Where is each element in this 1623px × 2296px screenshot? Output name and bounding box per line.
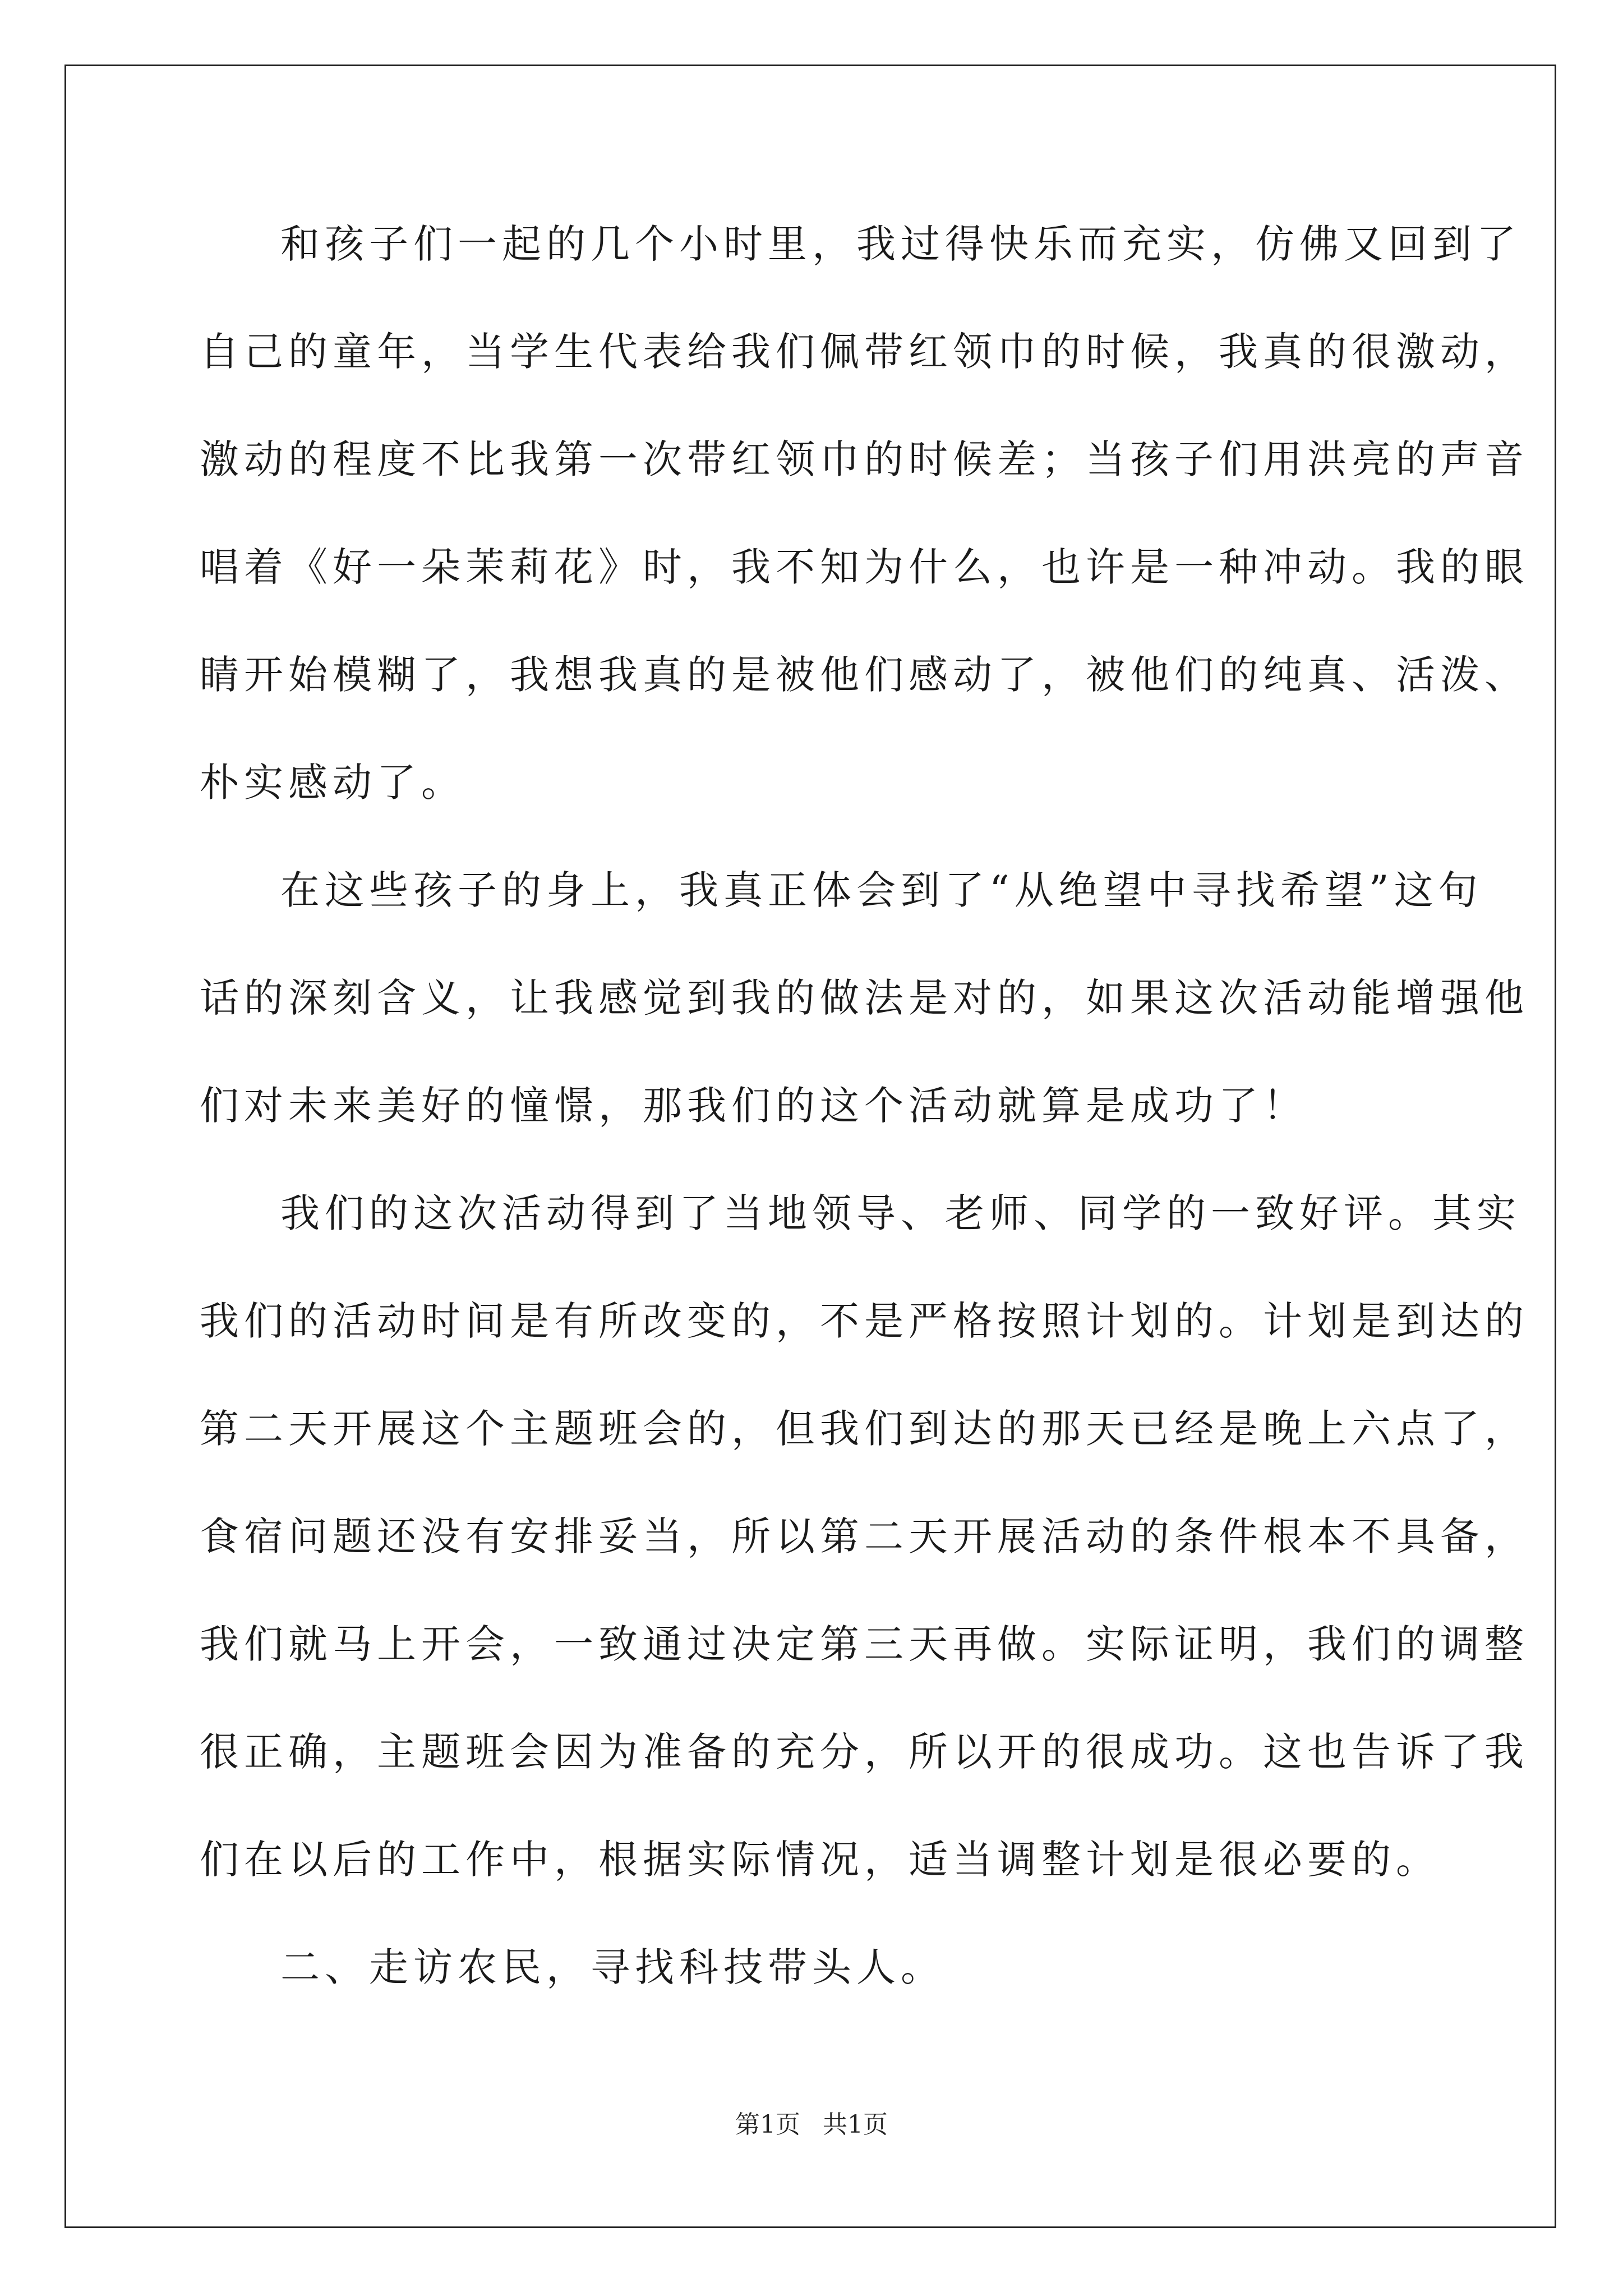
paragraph-1-line-5: 睛开始模糊了，我想我真的是被他们感动了，被他们的纯真、活泼、	[200, 652, 1529, 698]
paragraph-3-line-1: 我们的这次活动得到了当地领导、老师、同学的一致好评。其实	[280, 1190, 1521, 1236]
paragraph-3-line-7: 们在以后的工作中，根据实际情况，适当调整计划是很必要的。	[200, 1837, 1440, 1883]
page-number-current: 第1页	[735, 2110, 800, 2139]
paragraph-1-line-4: 唱着《好一朵茉莉花》时，我不知为什么，也许是一种冲动。我的眼	[200, 544, 1529, 590]
paragraph-1-line-6: 朴实感动了。	[200, 760, 465, 806]
paragraph-1-line-2: 自己的童年，当学生代表给我们佩带红领巾的时候，我真的很激动，	[200, 329, 1529, 375]
paragraph-1-line-3: 激动的程度不比我第一次带红领巾的时候差；当孩子们用洪亮的声音	[200, 436, 1529, 482]
document-body	[200, 210, 1529, 2041]
paragraph-2-line-2: 话的深刻含义，让我感觉到我的做法是对的，如果这次活动能增强他	[200, 975, 1529, 1021]
paragraph-3-line-6: 很正确，主题班会因为准备的充分，所以开的很成功。这也告诉了我	[200, 1729, 1529, 1775]
paragraph-1-line-1: 和孩子们一起的几个小时里，我过得快乐而充实，仿佛又回到了	[280, 221, 1521, 267]
paragraph-3-line-5: 我们就马上开会，一致通过决定第三天再做。实际证明，我们的调整	[200, 1621, 1529, 1667]
page-footer	[0, 2108, 1623, 2142]
paragraph-2-line-1: 在这些孩子的身上，我真正体会到了“从绝望中寻找希望”这句	[280, 867, 1483, 913]
paragraph-3-line-4: 食宿问题还没有安排妥当，所以第二天开展活动的条件根本不具备，	[200, 1513, 1529, 1559]
paragraph-3-line-3: 第二天开展这个主题班会的，但我们到达的那天已经是晚上六点了，	[200, 1406, 1529, 1452]
page-number-total: 共1页	[823, 2110, 888, 2139]
paragraph-3-line-2: 我们的活动时间是有所改变的，不是严格按照计划的。计划是到达的	[200, 1298, 1529, 1344]
paragraph-2-line-3: 们对未来美好的憧憬，那我们的这个活动就算是成功了！	[200, 1083, 1307, 1129]
section-heading-2: 二、走访农民，寻找科技带头人。	[280, 1944, 945, 1990]
